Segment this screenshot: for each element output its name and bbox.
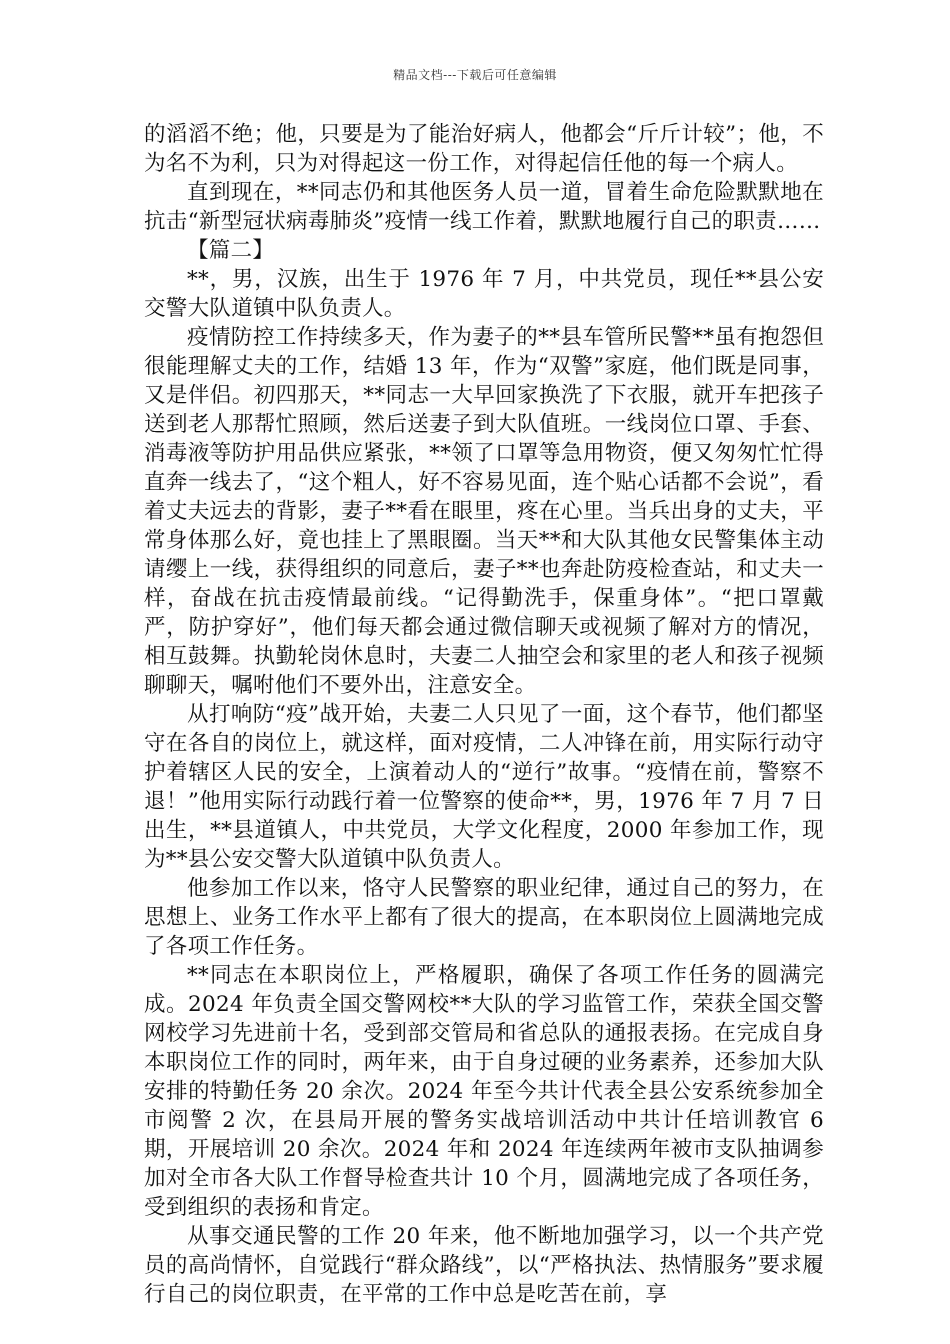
page-header: 精品文档---下载后可任意编辑 [393,68,557,82]
paragraph: 直到现在，**同志仍和其他医务人员一道，冒着生命危险默默地在抗击“新型冠状病毒肺炎”疫情一线工作着，默默地履行自己的职责…… [144,180,824,234]
paragraph: **，男，汉族，出生于 1976 年 7 月，中共党员，现任**县公安交警大队道镇中队负责人。 [144,267,824,321]
section-heading: 【篇二】 [187,238,275,263]
document-body [144,120,824,1309]
paragraph: 从事交通民警的工作 20 年来，他不断地加强学习，以一个共产党员的高尚情怀，自觉践行“群众路线”，以“严格执法、热情服务”要求履行自己的岗位职责，在平常的工作中总是吃苦在前，享 [144,1224,824,1307]
paragraph: **同志在本职岗位上，严格履职，确保了各项工作任务的圆满完成。2024 年负责全国交警网校**大队的学习监管工作，荣获全国交警网校学习先进前十名，受到部交管局和省总队的通报表扬。在完成自身本职岗位工作的同时，两年来，由于自身过硬的业务素养，还参加大队安排的特勤任务 20 余次。2024 年至今共计代表全县公安系统参加全市阅警 2 次，在县局开展的警务实战培训活动中共计任培训教官 6 期，开展培训 20 余次。2024 年和 2024 年连续两年被市支队抽调参加对全市各大队工作督导检查共计 10 个月，圆满地完成了各项任务，受到组织的表扬和肯定。 [144,963,824,1220]
paragraph: 从打响防“疫”战开始，夫妻二人只见了一面，这个春节，他们都坚守在各自的岗位上，就这样，面对疫情，二人冲锋在前，用实际行动守护着辖区人民的安全，上演着动人的“逆行”故事。“疫情在前，警察不退！”他用实际行动践行着一位警察的使命**，男，1976 年 7 月 7 日出生，**县道镇人，中共党员，大学文化程度，2000 年参加工作，现为**县公安交警大队道镇中队负责人。 [144,702,824,872]
paragraph: 他参加工作以来，恪守人民警察的职业纪律，通过自己的努力，在思想上、业务工作水平上都有了很大的提高，在本职岗位上圆满地完成了各项工作任务。 [144,876,824,959]
paragraph: 疫情防控工作持续多天，作为妻子的**县车管所民警**虽有抱怨但很能理解丈夫的工作，结婚 13 年，作为“双警”家庭，他们既是同事，又是伴侣。初四那天，**同志一大早回家换洗了下衣服，就开车把孩子送到老人那帮忙照顾，然后送妻子到大队值班。一线岗位口罩、手套、消毒液等防护用品供应紧张，**领了口罩等急用物资，便又匆匆忙忙得直奔一线去了，“这个粗人，好不容易见面，连个贴心话都不会说”，看着丈夫远去的背影，妻子**看在眼里，疼在心里。当兵出身的丈夫，平常身体那么好，竟也挂上了黑眼圈。当天**和大队其他女民警集体主动请缨上一线，获得组织的同意后，妻子**也奔赴防疫检查站，和丈夫一样，奋战在抗击疫情最前线。“记得勤洗手，保重身体”。“把口罩戴严，防护穿好”，他们每天都会通过微信聊天或视频了解对方的情况，相互鼓舞。执勤轮岗休息时，夫妻二人抽空会和家里的老人和孩子视频聊聊天，嘱咐他们不要外出，注意安全。 [144,325,824,698]
paragraph: 的滔滔不绝；他，只要是为了能治好病人，他都会“斤斤计较”；他，不为名不为利，只为对得起这一份工作，对得起信任他的每一个病人。 [144,122,824,176]
